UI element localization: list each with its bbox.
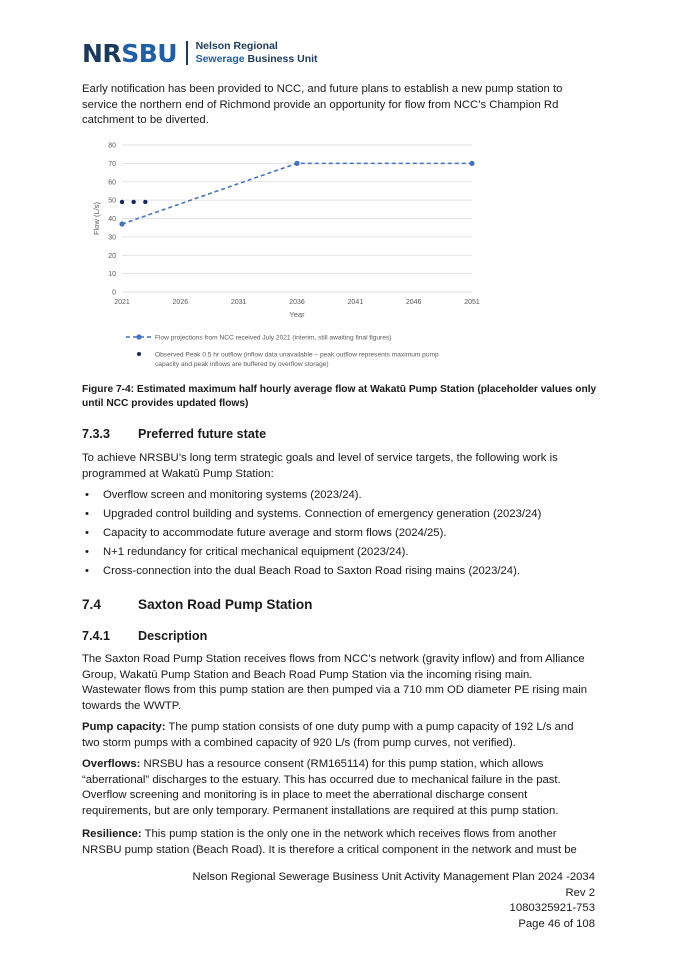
preferred-state-paragraph: To achieve NRSBU’s long term strategic goals and level of service targets, the following work is programmed at Wakatū Pump Station: <box>82 452 558 480</box>
flow-chart <box>82 136 502 376</box>
logo-wordmark: NRSBU <box>82 38 178 68</box>
y-tick-labels <box>108 143 116 297</box>
x-tick-labels <box>114 299 480 306</box>
bullet-icon: • <box>85 565 89 578</box>
y-tick-label: 70 <box>108 160 116 168</box>
bullet-icon: • <box>85 546 89 559</box>
y-tick-label: 10 <box>108 271 116 279</box>
list-item: • Upgraded control building and systems. Connection of emergency generation (2023/24) <box>85 508 542 521</box>
series-line-projection <box>122 163 472 224</box>
x-tick-label: 2021 <box>114 299 130 306</box>
legend-marker-projection <box>136 334 141 339</box>
x-tick-label: 2041 <box>347 299 364 306</box>
heading-7-3-3: 7.3.3 Preferred future state <box>82 427 267 441</box>
footer-page-number: Page 46 of 108 <box>518 917 595 930</box>
x-tick-label: 2026 <box>172 299 189 306</box>
data-point-observed <box>131 200 135 204</box>
heading-7-4: 7.4 Saxton Road Pump Station <box>82 597 313 612</box>
list-item: • Capacity to accommodate future average and storm flows (2024/25). <box>85 527 447 540</box>
list-item: • N+1 redundancy for critical mechanical equipment (2023/24). <box>85 546 409 559</box>
pump-capacity-paragraph: Pump capacity: The pump station consists of one duty pump with a pump capacity of 192 L/s and two storm pumps with a combined capacity of 920 L/s (from pump curves, not verified). <box>82 721 574 749</box>
y-tick-label: 60 <box>108 179 116 187</box>
bullet-icon: • <box>85 527 89 540</box>
data-point-projection <box>469 161 474 166</box>
y-axis-label: Flow (L/s) <box>92 202 101 235</box>
footer-doc-number: 1080325921-753 <box>509 902 595 915</box>
figure-caption: Figure 7-4: Estimated maximum half hourly average flow at Wakatū Pump Station (placeholder values only until NCC provides updated flows) <box>82 384 597 409</box>
footer-revision: Rev 2 <box>565 886 595 899</box>
y-tick-label: 0 <box>112 289 116 297</box>
heading-7-4-1: 7.4.1 Description <box>82 629 208 643</box>
x-tick-label: 2036 <box>289 299 305 306</box>
y-tick-label: 30 <box>108 234 116 242</box>
y-tick-label: 80 <box>108 142 116 150</box>
footer-title: Nelson Regional Sewerage Business Unit Activity Management Plan 2024 -2034 <box>192 871 595 883</box>
chart-legend <box>126 334 439 368</box>
x-tick-label: 2031 <box>230 299 247 306</box>
y-tick-label: 20 <box>108 252 116 260</box>
data-point-observed <box>120 200 124 204</box>
resilience-paragraph: Resilience: This pump station is the only one in the network which receives flows from another NRSBU pump station (Beach Road). It is therefore a critical component in the network and must be <box>82 828 577 856</box>
y-tick-label: 50 <box>108 197 116 205</box>
legend-label-observed: Observed Peak 0.5 hr outflow (inflow data unavailable – peak outflow represents maximum pump capacity and peak inflows are buffered by overflow storage) <box>155 351 439 368</box>
legend-label-projection: Flow projections from NCC received July 2021 (interim, still awaiting final figures) <box>155 334 392 342</box>
description-paragraph: The Saxton Road Pump Station receives flows from NCC’s network (gravity inflow) and from Alliance Group, Wakatū Pump Station and Beach Road Pump Station via the incoming rising main. Wastewater flows from this pump station are then pumped via a 710 mm OD diameter PE rising main towards the WWTP. <box>82 653 588 712</box>
list-item: • Overflow screen and monitoring systems (2023/24). <box>85 489 362 501</box>
data-point-observed <box>143 200 147 204</box>
bullet-icon: • <box>85 508 89 521</box>
data-point-projection <box>119 221 124 226</box>
page-footer <box>192 870 595 932</box>
logo-org-name: Nelson Regional Sewerage Business Unit <box>195 40 318 65</box>
logo-divider <box>186 41 188 65</box>
work-program-list <box>82 488 602 583</box>
y-tick-label: 40 <box>108 216 116 223</box>
list-item: • Cross-connection into the dual Beach Road to Saxton Road rising mains (2023/24). <box>85 565 520 578</box>
x-axis-label: Year <box>289 310 305 319</box>
chart-grid <box>122 145 472 292</box>
data-point-projection <box>294 161 299 166</box>
legend-marker-observed <box>137 352 141 356</box>
intro-paragraph: Early notification has been provided to NCC, and future plans to establish a new pump station to service the northern end of Richmond provide an opportunity for flow from NCC’s Champion Rd catchment to be diverted. <box>82 83 563 127</box>
bullet-icon: • <box>85 489 89 501</box>
chart-series <box>119 161 474 227</box>
overflows-paragraph: Overflows: NRSBU has a resource consent (RM165114) for this pump station, which allows “aberrational” discharges to the estuary. This has occurred due to mechanical failure in the past. Overflow screening and monitoring is in place to meet the aberrational discharge consent requirements, but are only temporary. Permanent installations are required at this pump station. <box>82 758 561 817</box>
x-tick-label: 2046 <box>405 299 422 306</box>
x-tick-label: 2051 <box>464 299 480 306</box>
nrsbu-logo <box>82 36 318 70</box>
